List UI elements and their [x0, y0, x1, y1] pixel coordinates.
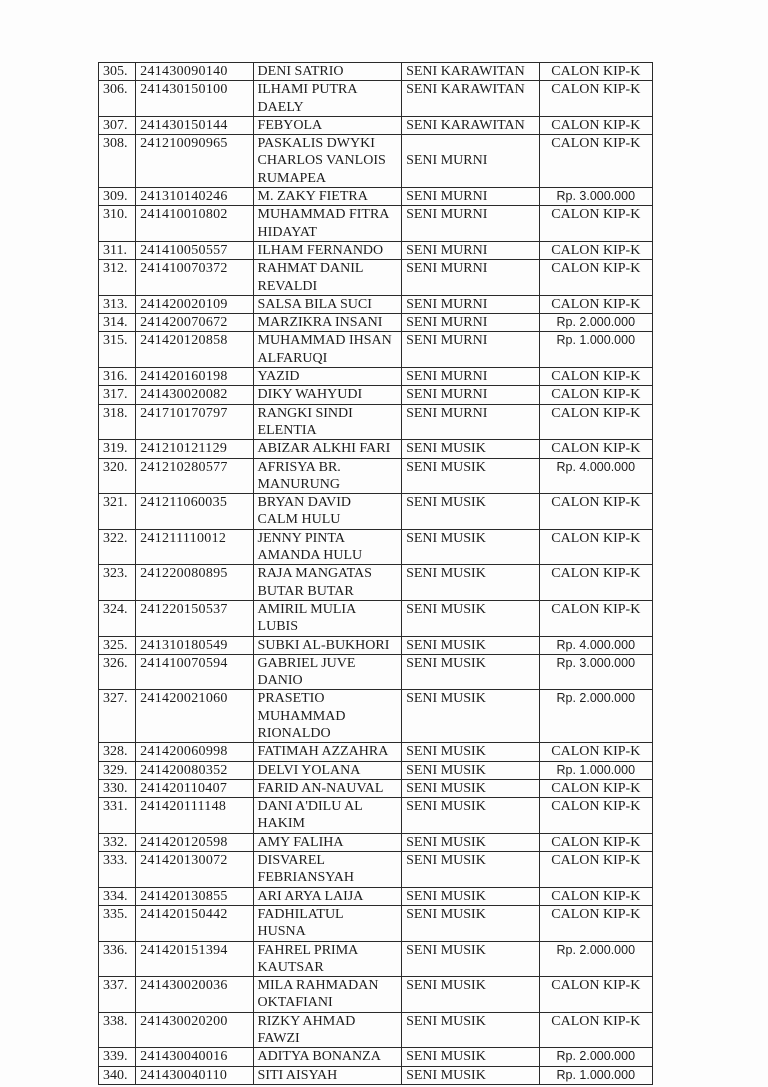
table-row	[99, 798, 653, 834]
student-name-line: PASKALIS DWYKI	[257, 136, 375, 152]
study-program: SENI MUSIK	[402, 905, 539, 941]
student-name-line: YAZID	[257, 369, 300, 385]
student-name-line: RUMAPEA	[257, 170, 327, 186]
student-name-line: SUBKI AL-BUKHORI	[257, 637, 390, 653]
table-row	[99, 941, 653, 977]
student-id: 241420160198	[136, 368, 253, 386]
student-name-line: ARI ARYA LAIJA	[257, 888, 364, 904]
study-program: SENI MURNI	[402, 260, 539, 296]
student-name	[253, 1012, 402, 1048]
student-name-line: AMIRIL MULIA	[257, 601, 357, 617]
study-program: SENI MUSIK	[402, 654, 539, 690]
student-name	[253, 690, 402, 743]
student-name-line: CHARLOS VANLOIS	[257, 153, 386, 169]
student-name	[253, 206, 402, 242]
row-number: 316.	[99, 368, 136, 386]
table-row	[99, 332, 653, 368]
student-name	[253, 1066, 402, 1084]
study-program: SENI MURNI	[402, 368, 539, 386]
student-name-line: REVALDI	[257, 278, 318, 294]
table-row	[99, 63, 653, 81]
scholarship-amount: Rp. 2.000.000	[539, 1048, 652, 1066]
student-name-line: MUHAMMAD IHSAN	[257, 333, 392, 349]
row-number: 319.	[99, 440, 136, 458]
study-program: SENI MUSIK	[402, 1066, 539, 1084]
student-name-line: M. ZAKY FIETRA	[257, 189, 368, 205]
status-label: CALON KIP-K	[539, 81, 652, 117]
row-number: 315.	[99, 332, 136, 368]
status-label: CALON KIP-K	[539, 63, 652, 81]
student-name-line: AMY FALIHA	[257, 834, 344, 850]
row-number: 333.	[99, 852, 136, 888]
student-id: 241420080352	[136, 761, 253, 779]
study-program: SENI MURNI	[402, 135, 539, 188]
study-program: SENI MUSIK	[402, 600, 539, 636]
table-row	[99, 116, 653, 134]
student-name	[253, 494, 402, 530]
table-row	[99, 440, 653, 458]
student-name-line: MUHAMMAD FITRA	[257, 207, 390, 223]
status-label: CALON KIP-K	[539, 494, 652, 530]
student-id: 241420150442	[136, 905, 253, 941]
row-number: 320.	[99, 458, 136, 494]
table-row	[99, 887, 653, 905]
student-name	[253, 761, 402, 779]
status-label: CALON KIP-K	[539, 833, 652, 851]
student-name	[253, 63, 402, 81]
student-id: 241211060035	[136, 494, 253, 530]
table-row	[99, 494, 653, 530]
student-name	[253, 440, 402, 458]
student-id: 241430090140	[136, 63, 253, 81]
student-name-line: DISVAREL	[257, 853, 325, 869]
study-program: SENI KARAWITAN	[402, 63, 539, 81]
row-number: 337.	[99, 977, 136, 1013]
student-name	[253, 458, 402, 494]
study-program: SENI MUSIK	[402, 565, 539, 601]
status-label: CALON KIP-K	[539, 260, 652, 296]
student-name	[253, 386, 402, 404]
row-number: 339.	[99, 1048, 136, 1066]
scholarship-amount: Rp. 1.000.000	[539, 1066, 652, 1084]
study-program: SENI MURNI	[402, 404, 539, 440]
study-program: SENI MURNI	[402, 386, 539, 404]
student-id: 241420020109	[136, 295, 253, 313]
row-number: 330.	[99, 779, 136, 797]
student-id: 241310140246	[136, 188, 253, 206]
student-id: 241420021060	[136, 690, 253, 743]
status-label: CALON KIP-K	[539, 529, 652, 565]
student-name	[253, 743, 402, 761]
student-id: 241410050557	[136, 241, 253, 259]
student-name	[253, 188, 402, 206]
scholarship-amount: Rp. 4.000.000	[539, 636, 652, 654]
student-name-line: JENNY PINTA	[257, 530, 345, 546]
student-id: 241710170797	[136, 404, 253, 440]
row-number: 313.	[99, 295, 136, 313]
status-label: CALON KIP-K	[539, 565, 652, 601]
student-id: 241210090965	[136, 135, 253, 188]
student-id: 241420130855	[136, 887, 253, 905]
student-name	[253, 1048, 402, 1066]
student-name-line: GABRIEL JUVE	[257, 655, 356, 671]
student-id: 241430040110	[136, 1066, 253, 1084]
table-row	[99, 690, 653, 743]
student-name-line: FATIMAH AZZAHRA	[257, 744, 389, 760]
student-name-line: AMANDA HULU	[257, 548, 363, 564]
study-program: SENI MUSIK	[402, 529, 539, 565]
student-name-line: MILA RAHMADAN	[257, 978, 379, 994]
status-label: CALON KIP-K	[539, 386, 652, 404]
table-row	[99, 761, 653, 779]
table-row	[99, 1012, 653, 1048]
status-label: CALON KIP-K	[539, 116, 652, 134]
student-name	[253, 529, 402, 565]
student-name	[253, 565, 402, 601]
table-row	[99, 833, 653, 851]
student-name-line: DANIO	[257, 673, 303, 689]
student-name	[253, 116, 402, 134]
scholarship-amount: Rp. 2.000.000	[539, 690, 652, 743]
student-id: 241430020082	[136, 386, 253, 404]
table-row	[99, 404, 653, 440]
student-name-line: FAHREL PRIMA	[257, 942, 359, 958]
table-row	[99, 241, 653, 259]
status-label: CALON KIP-K	[539, 135, 652, 188]
student-id: 241420111148	[136, 798, 253, 834]
study-program: SENI MUSIK	[402, 636, 539, 654]
table-row	[99, 529, 653, 565]
student-id: 241430150144	[136, 116, 253, 134]
row-number: 307.	[99, 116, 136, 134]
table-row	[99, 977, 653, 1013]
study-program: SENI MURNI	[402, 314, 539, 332]
study-program: SENI MURNI	[402, 241, 539, 259]
student-name	[253, 905, 402, 941]
table-row	[99, 386, 653, 404]
row-number: 325.	[99, 636, 136, 654]
table-body	[99, 63, 653, 1085]
row-number: 305.	[99, 63, 136, 81]
student-name-line: MANURUNG	[257, 476, 340, 492]
student-id: 241410070372	[136, 260, 253, 296]
student-name	[253, 368, 402, 386]
study-program: SENI MUSIK	[402, 440, 539, 458]
table-row	[99, 636, 653, 654]
study-program: SENI MUSIK	[402, 1012, 539, 1048]
student-name-line: SITI AISYAH	[257, 1067, 338, 1083]
scholarship-amount: Rp. 2.000.000	[539, 314, 652, 332]
student-name	[253, 636, 402, 654]
student-name-line: OKTAFIANI	[257, 995, 333, 1011]
row-number: 338.	[99, 1012, 136, 1048]
student-id: 241420130072	[136, 852, 253, 888]
student-name	[253, 81, 402, 117]
student-id: 241211110012	[136, 529, 253, 565]
status-label: CALON KIP-K	[539, 600, 652, 636]
student-name-line: FARID AN-NAUVAL	[257, 780, 384, 796]
scholarship-amount: Rp. 2.000.000	[539, 941, 652, 977]
student-name	[253, 241, 402, 259]
student-name-line: RIZKY AHMAD	[257, 1013, 356, 1029]
study-program: SENI MUSIK	[402, 494, 539, 530]
table-row	[99, 81, 653, 117]
student-name-line: ADITYA BONANZA	[257, 1049, 381, 1065]
student-name-line: HIDAYAT	[257, 224, 317, 240]
student-id: 241410070594	[136, 654, 253, 690]
row-number: 312.	[99, 260, 136, 296]
student-name-line: MARZIKRA INSANI	[257, 315, 383, 331]
student-name-line: RIONALDO	[257, 725, 331, 741]
study-program: SENI MUSIK	[402, 887, 539, 905]
student-name-line: ABIZAR ALKHI FARI	[257, 441, 391, 457]
study-program: SENI MUSIK	[402, 977, 539, 1013]
status-label: CALON KIP-K	[539, 905, 652, 941]
student-name	[253, 977, 402, 1013]
table-row	[99, 314, 653, 332]
study-program: SENI MURNI	[402, 332, 539, 368]
row-number: 311.	[99, 241, 136, 259]
student-list-table	[98, 62, 653, 1085]
row-number: 317.	[99, 386, 136, 404]
student-id: 241220150537	[136, 600, 253, 636]
row-number: 308.	[99, 135, 136, 188]
student-name-line: HUSNA	[257, 924, 306, 940]
status-label: CALON KIP-K	[539, 852, 652, 888]
study-program: SENI MUSIK	[402, 761, 539, 779]
student-name-line: DAELY	[257, 99, 304, 115]
status-label: CALON KIP-K	[539, 241, 652, 259]
row-number: 321.	[99, 494, 136, 530]
student-id: 241310180549	[136, 636, 253, 654]
student-name	[253, 833, 402, 851]
status-label: CALON KIP-K	[539, 206, 652, 242]
status-label: CALON KIP-K	[539, 1012, 652, 1048]
row-number: 324.	[99, 600, 136, 636]
study-program: SENI MUSIK	[402, 458, 539, 494]
student-name-line: DELVI YOLANA	[257, 762, 361, 778]
scholarship-amount: Rp. 1.000.000	[539, 332, 652, 368]
row-number: 334.	[99, 887, 136, 905]
status-label: CALON KIP-K	[539, 743, 652, 761]
study-program: SENI MUSIK	[402, 833, 539, 851]
student-name	[253, 314, 402, 332]
student-id: 241210121129	[136, 440, 253, 458]
status-label: CALON KIP-K	[539, 887, 652, 905]
study-program: SENI MURNI	[402, 188, 539, 206]
student-name-line: PRASETIO	[257, 691, 325, 707]
table-row	[99, 905, 653, 941]
table-row	[99, 852, 653, 888]
table-row	[99, 565, 653, 601]
status-label: CALON KIP-K	[539, 798, 652, 834]
row-number: 331.	[99, 798, 136, 834]
status-label: CALON KIP-K	[539, 295, 652, 313]
student-name-line: BUTAR BUTAR	[257, 583, 354, 599]
student-name-line: RANGKI SINDI	[257, 405, 353, 421]
row-number: 310.	[99, 206, 136, 242]
table-row	[99, 206, 653, 242]
row-number: 332.	[99, 833, 136, 851]
scholarship-amount: Rp. 3.000.000	[539, 188, 652, 206]
student-name-line: DIKY WAHYUDI	[257, 387, 363, 403]
table-row	[99, 1048, 653, 1066]
student-name-line: SALSA BILA SUCI	[257, 296, 372, 312]
student-id: 241420110407	[136, 779, 253, 797]
student-id: 241410010802	[136, 206, 253, 242]
table-row	[99, 295, 653, 313]
student-name-line: FADHILATUL	[257, 906, 344, 922]
scholarship-amount: Rp. 3.000.000	[539, 654, 652, 690]
student-name-line: RAJA MANGATAS	[257, 566, 372, 582]
row-number: 322.	[99, 529, 136, 565]
student-name-line: DENI SATRIO	[257, 64, 344, 79]
student-name-line: ILHAMI PUTRA	[257, 82, 358, 98]
student-id: 241210280577	[136, 458, 253, 494]
student-name	[253, 295, 402, 313]
table-row	[99, 1066, 653, 1084]
study-program: SENI MUSIK	[402, 798, 539, 834]
study-program: SENI MUSIK	[402, 690, 539, 743]
row-number: 323.	[99, 565, 136, 601]
student-name	[253, 779, 402, 797]
student-id: 241420120598	[136, 833, 253, 851]
table-row	[99, 654, 653, 690]
study-program: SENI MUSIK	[402, 941, 539, 977]
row-number: 306.	[99, 81, 136, 117]
study-program: SENI MURNI	[402, 295, 539, 313]
study-program: SENI MUSIK	[402, 743, 539, 761]
student-id: 241220080895	[136, 565, 253, 601]
table-row	[99, 188, 653, 206]
table-row	[99, 779, 653, 797]
student-name	[253, 798, 402, 834]
student-id: 241430150100	[136, 81, 253, 117]
student-id: 241430020200	[136, 1012, 253, 1048]
student-name-line: ILHAM FERNANDO	[257, 242, 384, 258]
status-label: CALON KIP-K	[539, 368, 652, 386]
student-name-line: LUBIS	[257, 619, 298, 635]
row-number: 327.	[99, 690, 136, 743]
student-name	[253, 654, 402, 690]
student-name	[253, 852, 402, 888]
study-program: SENI MUSIK	[402, 852, 539, 888]
row-number: 309.	[99, 188, 136, 206]
study-program: SENI MUSIK	[402, 1048, 539, 1066]
student-name	[253, 887, 402, 905]
status-label: CALON KIP-K	[539, 977, 652, 1013]
table-row	[99, 600, 653, 636]
scholarship-amount: Rp. 4.000.000	[539, 458, 652, 494]
student-name-line: ALFARUQI	[257, 350, 328, 366]
row-number: 336.	[99, 941, 136, 977]
student-id: 241420151394	[136, 941, 253, 977]
student-id: 241430040016	[136, 1048, 253, 1066]
table-row	[99, 368, 653, 386]
row-number: 340.	[99, 1066, 136, 1084]
student-name-line: FAWZI	[257, 1031, 300, 1047]
student-name-line: CALM HULU	[257, 512, 341, 528]
student-name	[253, 135, 402, 188]
student-name	[253, 260, 402, 296]
study-program: SENI KARAWITAN	[402, 116, 539, 134]
table-row	[99, 135, 653, 188]
student-name	[253, 941, 402, 977]
scholarship-amount: Rp. 1.000.000	[539, 761, 652, 779]
table-row	[99, 260, 653, 296]
student-name-line: FEBYOLA	[257, 117, 323, 133]
student-id: 241420120858	[136, 332, 253, 368]
student-name-line: BRYAN DAVID	[257, 495, 352, 511]
student-name-line: RAHMAT DANIL	[257, 261, 364, 277]
status-label: CALON KIP-K	[539, 440, 652, 458]
student-name-line: KAUTSAR	[257, 959, 324, 975]
row-number: 329.	[99, 761, 136, 779]
student-name	[253, 404, 402, 440]
student-id: 241430020036	[136, 977, 253, 1013]
student-name	[253, 332, 402, 368]
student-id: 241420070672	[136, 314, 253, 332]
study-program: SENI MUSIK	[402, 779, 539, 797]
row-number: 318.	[99, 404, 136, 440]
table-row	[99, 743, 653, 761]
status-label: CALON KIP-K	[539, 779, 652, 797]
student-name-line: ELENTIA	[257, 422, 317, 438]
student-name-line: MUHAMMAD	[257, 708, 346, 724]
status-label: CALON KIP-K	[539, 404, 652, 440]
study-program: SENI KARAWITAN	[402, 81, 539, 117]
row-number: 335.	[99, 905, 136, 941]
row-number: 328.	[99, 743, 136, 761]
student-name-line: DANI A'DILU AL	[257, 799, 363, 815]
student-name	[253, 600, 402, 636]
student-id: 241420060998	[136, 743, 253, 761]
study-program: SENI MURNI	[402, 206, 539, 242]
table-row	[99, 458, 653, 494]
row-number: 314.	[99, 314, 136, 332]
student-name-line: FEBRIANSYAH	[257, 870, 355, 886]
student-name-line: HAKIM	[257, 816, 305, 832]
row-number: 326.	[99, 654, 136, 690]
student-name-line: AFRISYA BR.	[257, 459, 341, 475]
